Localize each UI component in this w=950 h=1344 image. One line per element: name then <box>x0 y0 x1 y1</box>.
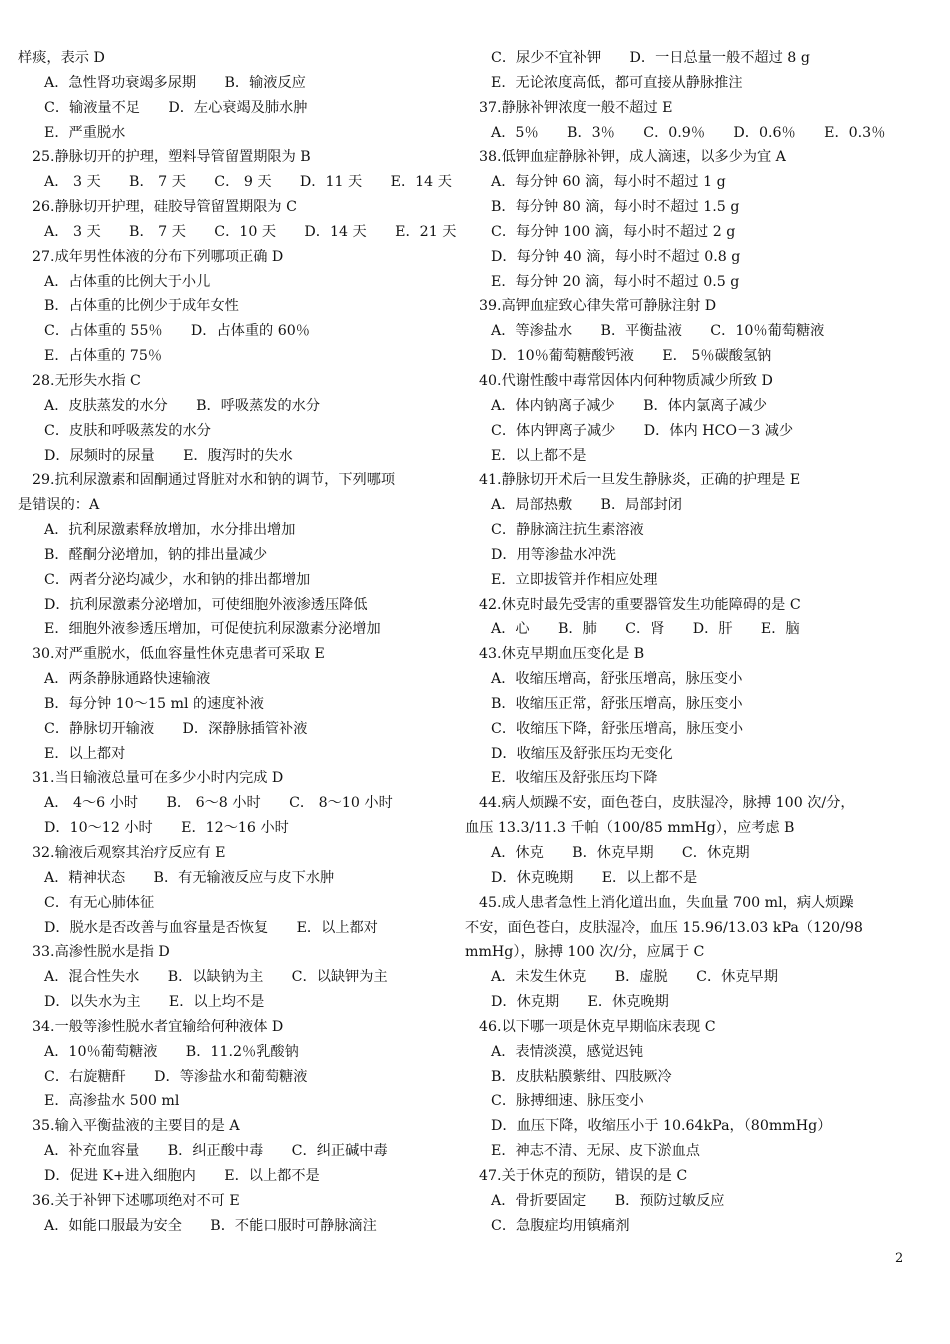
question-line: 42.休克时最先受害的重要器管发生功能障碍的是 C <box>479 596 801 613</box>
text-line: A．抗利尿激素释放增加，水分排出增加 <box>44 522 296 539</box>
question-line: 32.输液后观察其治疗反应有 E <box>32 845 226 861</box>
text-line: 样痰，表示 D <box>18 50 105 66</box>
text-line: A．未发生休克 B．虚脱 C．休克早期 <box>491 969 778 986</box>
question-line: 43.休克早期血压变化是 B <box>479 646 645 663</box>
text-line: D．尿频时的尿量 E．腹泻时的失水 <box>44 447 293 464</box>
text-line: D．脱水是否改善与血容量是否恢复 E．以上都对 <box>44 919 378 936</box>
question-line: 26.静脉切开护理，硅胶导管留置期限为 C <box>32 199 297 216</box>
right-column <box>465 46 910 1239</box>
text-line: 血压 13.3/11.3 千帕（100/85 mmHg），应考虑 B <box>465 820 795 837</box>
text-line: mmHg），脉搏 100 次/分，应属于 C <box>465 944 705 961</box>
question-line: 40.代谢性酸中毒常因体内何种物质减少所致 D <box>479 372 773 389</box>
text-line: A．两条静脉通路快速输液 <box>44 671 211 688</box>
text-line: A．心 B．肺 C．肾 D．肝 E．脑 <box>491 621 800 638</box>
question-line: 38.低钾血症静脉补钾，成人滴速，以多少为宜 A <box>479 149 786 166</box>
text-line: C．体内钾离子减少 D．体内 HCO－3 减少 <box>491 422 794 439</box>
text-line: E．严重脱水 <box>44 124 126 141</box>
text-line: A．如能口服最为安全 B．不能口服时可静脉滴注 <box>44 1217 377 1234</box>
question-line: 36.关于补钾下述哪项绝对不可 E <box>32 1192 240 1209</box>
text-line: E．收缩压及舒张压均下降 <box>491 770 658 787</box>
text-line: A．每分钟 60 滴，每小时不超过 1 g <box>491 174 726 191</box>
text-line: C．收缩压下降，舒张压增高，脉压变小 <box>491 720 744 737</box>
text-line: C．脉搏细速、脉压变小 <box>491 1093 644 1110</box>
text-line: D．收缩压及舒张压均无变化 <box>491 745 673 762</box>
text-line: A．表情淡漠，感觉迟钝 <box>491 1043 644 1060</box>
question-line: 35.输入平衡盐液的主要目的是 A <box>32 1118 240 1135</box>
text-line: A．等渗盐水 B．平衡盐液 C．10％葡萄糖液 <box>491 323 825 340</box>
text-line: E．以上都对 <box>44 745 126 762</box>
text-line: D．血压下降，收缩压小于 10.64kPa，（80mmHg） <box>491 1118 832 1135</box>
text-line: D．休克晚期 E．以上都不是 <box>491 869 698 886</box>
question-line: 29.抗利尿激素和固酮通过肾脏对水和钠的调节，下列哪项 <box>32 472 396 489</box>
text-line: D．10％葡萄糖酸钙液 E． 5％碳酸氢钠 <box>491 348 772 365</box>
text-line: C．静脉切开输液 D．深静脉插管补液 <box>44 720 308 737</box>
text-line: D．促进 K+进入细胞内 E．以上都不是 <box>44 1167 320 1184</box>
question-line: 37.静脉补钾浓度一般不超过 E <box>479 99 673 116</box>
text-line: A．急性肾功衰竭多尿期 B．输液反应 <box>44 74 306 91</box>
text-line: E．神志不清、无尿、皮下淤血点 <box>491 1143 700 1160</box>
question-line: 39.高钾血症致心律失常可静脉注射 D <box>479 298 717 315</box>
left-column <box>18 46 463 1239</box>
question-line: 25.静脉切开的护理，塑料导管留置期限为 B <box>32 149 311 166</box>
text-line: C．输液量不足 D．左心衰竭及肺水肿 <box>44 99 308 116</box>
text-line: A． 4～6 小时 B． 6～8 小时 C． 8～10 小时 <box>44 795 393 812</box>
text-line: D．抗利尿激素分泌增加，可使细胞外液渗透压降低 <box>44 596 368 613</box>
text-line: B．占体重的比例少于成年女性 <box>44 298 239 315</box>
text-line: C．皮肤和呼吸蒸发的水分 <box>44 422 211 439</box>
question-line: 47.关于休克的预防，错误的是 C <box>479 1167 688 1184</box>
question-line: 44.病人烦躁不安，面色苍白，皮肤湿冷，脉搏 100 次/分， <box>479 795 855 812</box>
text-line: A．占体重的比例大于小儿 <box>44 273 211 290</box>
text-line: C．两者分泌均减少，水和钠的排出都增加 <box>44 571 311 588</box>
text-line: A． 3 天 B． 7 天 C． 9 天 D．11 天 E．14 天 <box>44 174 452 191</box>
question-line: 33.高渗性脱水是指 D <box>32 944 170 961</box>
question-line: 31.当日输液总量可在多少小时内完成 D <box>32 770 284 787</box>
text-line: 是错误的：A <box>18 497 100 514</box>
text-line: E．以上都不是 <box>491 447 587 464</box>
text-line: E．占体重的 75％ <box>44 348 163 365</box>
text-line: C．静脉滴注抗生素溶液 <box>491 522 644 539</box>
text-line: A．5％ B．3％ C．0.9％ D．0.6％ E．0.3％ <box>491 124 886 141</box>
text-line: E．高渗盐水 500 ml <box>44 1093 180 1110</box>
text-line: A．休克 B．休克早期 C．休克期 <box>491 845 750 861</box>
question-line: 27.成年男性体液的分布下列哪项正确 D <box>32 248 284 265</box>
text-line: E．每分钟 20 滴，每小时不超过 0.5 g <box>491 273 740 290</box>
text-line: A．混合性失水 B．以缺钠为主 C．以缺钾为主 <box>44 969 388 986</box>
text-line: A．10％葡萄糖液 B．11.2％乳酸钠 <box>44 1043 299 1060</box>
text-line: A．局部热敷 B．局部封闭 <box>491 497 682 514</box>
text-line: A．体内钠离子减少 B．体内氯离子减少 <box>491 397 768 414</box>
text-line: C．尿少不宜补钾 D．一日总量一般不超过 8 g <box>491 50 810 66</box>
text-line: A．精神状态 B．有无输液反应与皮下水肿 <box>44 869 335 886</box>
text-line: C．有无心肺体征 <box>44 894 155 911</box>
question-line: 34.一般等渗性脱水者宜输给何种液体 D <box>32 1018 284 1035</box>
text-line: D．用等渗盐水冲洗 <box>491 546 616 563</box>
text-line: E．无论浓度高低，都可直接从静脉推注 <box>491 74 743 91</box>
question-line: 41.静脉切开术后一旦发生静脉炎，正确的护理是 E <box>479 472 801 489</box>
text-line: B．每分钟 10～15 ml 的速度补液 <box>44 695 264 712</box>
text-line: B．每分钟 80 滴，每小时不超过 1.5 g <box>491 199 740 216</box>
text-line: C．占体重的 55％ D．占体重的 60％ <box>44 323 310 340</box>
text-line: A．皮肤蒸发的水分 B．呼吸蒸发的水分 <box>44 397 321 414</box>
text-line: C．每分钟 100 滴，每小时不超过 2 g <box>491 223 736 240</box>
page-number: 2 <box>895 1251 904 1266</box>
text-line: C．急腹症均用镇痛剂 <box>491 1217 630 1234</box>
question-line: 45.成人患者急性上消化道出血，失血量 700 ml，病人烦躁 <box>479 894 854 911</box>
text-line: 不安，面色苍白，皮肤湿冷，血压 15.96/13.03 kPa（120/98 <box>465 919 863 936</box>
text-line: A． 3 天 B． 7 天 C．10 天 D．14 天 E．21 天 <box>44 223 457 240</box>
text-line: D．每分钟 40 滴，每小时不超过 0.8 g <box>491 248 741 265</box>
text-line: C．右旋糖酐 D．等渗盐水和葡萄糖液 <box>44 1068 308 1085</box>
text-line: A．收缩压增高，舒张压增高，脉压变小 <box>491 671 743 688</box>
text-line: D．以失水为主 E．以上均不是 <box>44 994 265 1011</box>
text-line: D．休克期 E．休克晚期 <box>491 994 669 1011</box>
text-line: E．细胞外液参透压增加，可促使抗利尿激素分泌增加 <box>44 621 381 638</box>
question-line: 30.对严重脱水，低血容量性休克患者可采取 E <box>32 646 325 663</box>
text-line: D．10～12 小时 E．12～16 小时 <box>44 820 289 837</box>
text-line: A．补充血容量 B．纠正酸中毒 C．纠正碱中毒 <box>44 1143 388 1160</box>
question-line: 46.以下哪一项是休克早期临床表现 C <box>479 1018 716 1035</box>
question-line: 28.无形失水指 C <box>32 372 141 389</box>
text-line: B．醛酮分泌增加，钠的排出量减少 <box>44 546 268 563</box>
text-line: E．立即拔管并作相应处理 <box>491 571 658 588</box>
text-line: B．收缩压正常，舒张压增高，脉压变小 <box>491 695 743 712</box>
text-line: B．皮肤粘膜紫绀、四肢厥冷 <box>491 1068 672 1085</box>
text-line: A．骨折要固定 B．预防过敏反应 <box>491 1192 725 1209</box>
